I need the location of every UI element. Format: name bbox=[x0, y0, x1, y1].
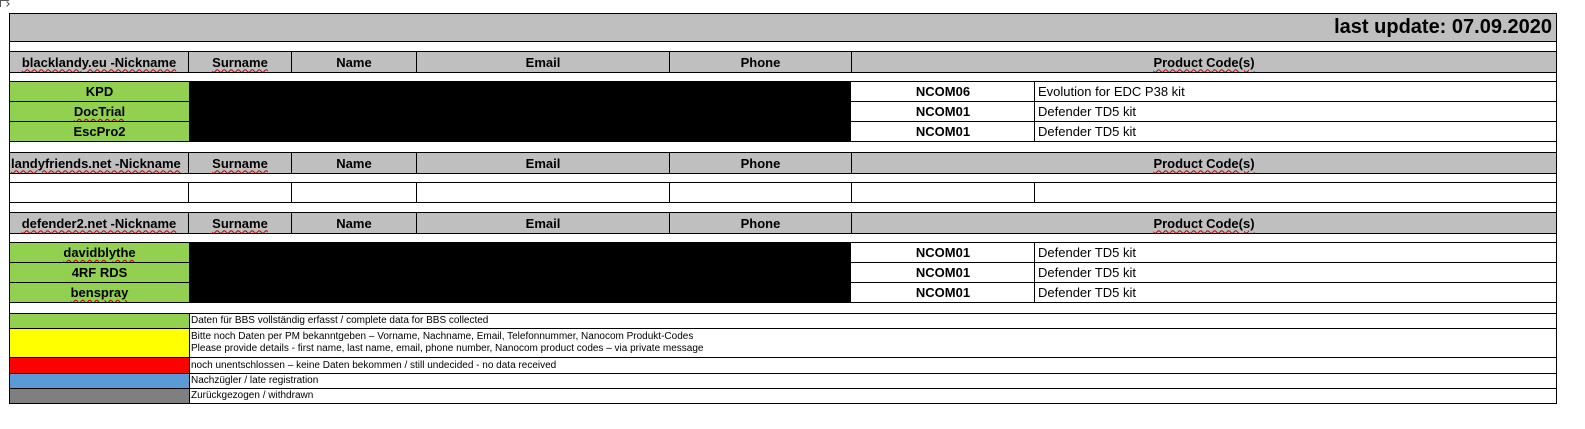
product-desc-cell: Defender TD5 kit bbox=[1038, 245, 1137, 260]
legend-row-green bbox=[9, 314, 1557, 329]
phone-header: Phone bbox=[670, 52, 852, 72]
phone-header: Phone bbox=[670, 153, 852, 173]
nickname-cell: EscPro2 bbox=[10, 122, 190, 141]
spreadsheet bbox=[9, 13, 1557, 404]
nickname-header: landyfriends.net -Nickname bbox=[10, 153, 189, 173]
title-row bbox=[9, 13, 1557, 42]
section-header-row bbox=[9, 52, 1557, 73]
spacer-row bbox=[9, 73, 1557, 82]
spacer-row bbox=[9, 303, 1557, 314]
redacted-block bbox=[189, 82, 851, 142]
nickname-cell: DocTrial bbox=[10, 102, 190, 121]
last-update-title: last update: 07.09.2020 bbox=[1334, 16, 1552, 38]
nickname-cell: davidblythe bbox=[10, 243, 190, 262]
product-desc-cell: Evolution for EDC P38 kit bbox=[1038, 84, 1185, 99]
product-code-cell: NCOM06 bbox=[852, 82, 1035, 101]
name-header: Name bbox=[292, 213, 417, 233]
product-code-cell: NCOM01 bbox=[852, 243, 1035, 262]
product-desc-cell: Defender TD5 kit bbox=[1038, 104, 1137, 119]
green-swatch bbox=[10, 314, 190, 328]
spacer-row bbox=[9, 203, 1557, 213]
legend-text: Nachzügler / late registration bbox=[191, 375, 319, 386]
email-header: Email bbox=[417, 153, 670, 173]
empty-cell[interactable] bbox=[670, 183, 852, 202]
product-code-cell: NCOM01 bbox=[852, 122, 1035, 141]
empty-cell[interactable] bbox=[417, 183, 670, 202]
phone-header: Phone bbox=[670, 213, 852, 233]
product-header: Product Code(s) bbox=[1153, 54, 1255, 70]
gray-swatch bbox=[10, 389, 190, 403]
product-desc-cell: Defender TD5 kit bbox=[1038, 124, 1137, 139]
spacer-row bbox=[9, 174, 1557, 183]
empty-cell[interactable] bbox=[10, 183, 189, 202]
redacted-block bbox=[189, 243, 851, 303]
empty-cell[interactable] bbox=[292, 183, 417, 202]
nickname-header: blacklandy.eu -Nickname bbox=[10, 52, 189, 72]
empty-cell[interactable] bbox=[852, 183, 1035, 202]
spacer-row bbox=[9, 42, 1557, 52]
legend-row-gray bbox=[9, 389, 1557, 404]
legend-text: Daten für BBS vollständig erfasst / complete data for BBS collected bbox=[191, 315, 489, 326]
nickname-cell: benspray bbox=[10, 283, 190, 302]
empty-cell[interactable] bbox=[1035, 183, 1556, 202]
name-header: Name bbox=[292, 153, 417, 173]
empty-cell[interactable] bbox=[189, 183, 292, 202]
section-header-row bbox=[9, 153, 1557, 174]
legend-text: Zurückgezogen / withdrawn bbox=[191, 390, 314, 401]
spacer-row bbox=[9, 234, 1557, 243]
email-header: Email bbox=[417, 52, 670, 72]
red-swatch bbox=[10, 358, 190, 373]
product-header: Product Code(s) bbox=[1153, 155, 1255, 171]
yellow-swatch bbox=[10, 329, 190, 357]
surname-header: Surname bbox=[189, 213, 292, 233]
surname-header: Surname bbox=[189, 153, 292, 173]
product-code-cell: NCOM01 bbox=[852, 263, 1035, 282]
product-code-cell: NCOM01 bbox=[852, 102, 1035, 121]
section-1-body bbox=[9, 82, 1557, 142]
product-header: Product Code(s) bbox=[1153, 215, 1255, 231]
product-code-cell: NCOM01 bbox=[852, 283, 1035, 302]
name-header: Name bbox=[292, 52, 417, 72]
nickname-cell: 4RF RDS bbox=[10, 263, 190, 282]
blue-swatch bbox=[10, 374, 190, 388]
email-header: Email bbox=[417, 213, 670, 233]
legend-row-yellow bbox=[9, 329, 1557, 358]
product-desc-cell: Defender TD5 kit bbox=[1038, 265, 1137, 280]
legend-text: Bitte noch Daten per PM bekanntgeben – Vorname, Nachname, Email, Telefonnummer, Nanocom Produkt-Codes Please provide details - first name, last name, email, phone number, Nanocom product codes – via private message bbox=[191, 331, 704, 354]
spacer-row bbox=[9, 142, 1557, 153]
section-3-body bbox=[9, 243, 1557, 303]
nickname-cell: KPD bbox=[10, 82, 190, 101]
nickname-header: defender2.net -Nickname bbox=[10, 213, 189, 233]
select-all-corner-icon[interactable] bbox=[0, 0, 9, 7]
legend-row-red bbox=[9, 358, 1557, 374]
surname-header: Surname bbox=[189, 52, 292, 72]
product-desc-cell: Defender TD5 kit bbox=[1038, 285, 1137, 300]
legend-row-blue bbox=[9, 374, 1557, 389]
section-header-row bbox=[9, 213, 1557, 234]
legend-text: noch unentschlossen – keine Daten bekommen / still undecided - no data received bbox=[191, 359, 557, 371]
empty-table-row[interactable] bbox=[9, 183, 1557, 203]
